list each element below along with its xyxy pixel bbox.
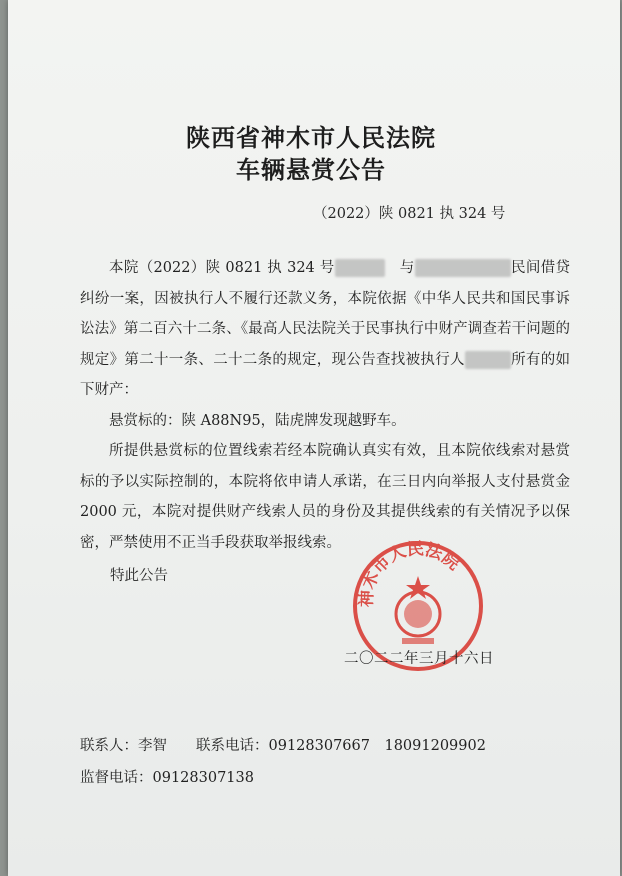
paragraph-target: 悬赏标的：陕 A88N95，陆虎牌发现越野车。 (109, 412, 406, 429)
paragraph-case (80, 253, 570, 406)
contact-line: 联系人：李智 联系电话：09128307667 18091209902 (80, 738, 486, 754)
redacted-debtor (465, 351, 511, 369)
case-text-b: 与 (399, 260, 415, 276)
paragraph-reward: 所提供悬赏标的位置线索若经本院确认真实有效，且本院依线索对悬赏标的予以实际控制的，本院将依申请人承诺，在三日内向举报人支付悬赏金 2000 元，本院对提供财产线索人员的身份及其提供线索的有关情况予以保密，严禁使用不正当手段获取举报线索。 (80, 443, 570, 551)
notice-title: 车辆悬赏公告 (236, 156, 386, 184)
case-text-d: 所有的如下财产： (80, 351, 571, 398)
doc-number: （2022）陕 0821 执 324 号 (313, 206, 506, 222)
case-text-c: 民间借贷纠纷一案，因被执行人不履行还款义务，本院依据《中华人民共和国民事诉讼法》第二百六十二条、《最高人民法院关于民事执行中财产调查若干问题的规定》第二十一条、二十二条的规定，现公告查找被执行人 (80, 260, 571, 368)
notice-date: 二〇二二年三月十六日 (344, 651, 494, 667)
supervision-line: 监督电话：09128307138 (80, 770, 254, 786)
signoff: 特此公告 (110, 568, 168, 584)
seal-text: 神木市人民法院 (356, 540, 464, 608)
notice-body (80, 253, 570, 558)
case-text-a: 本院（2022）陕 0821 执 324 号 (109, 260, 335, 276)
redacted-applicant (335, 259, 385, 277)
court-name: 陕西省神木市人民法院 (186, 124, 436, 152)
redacted-respondent (415, 259, 511, 277)
